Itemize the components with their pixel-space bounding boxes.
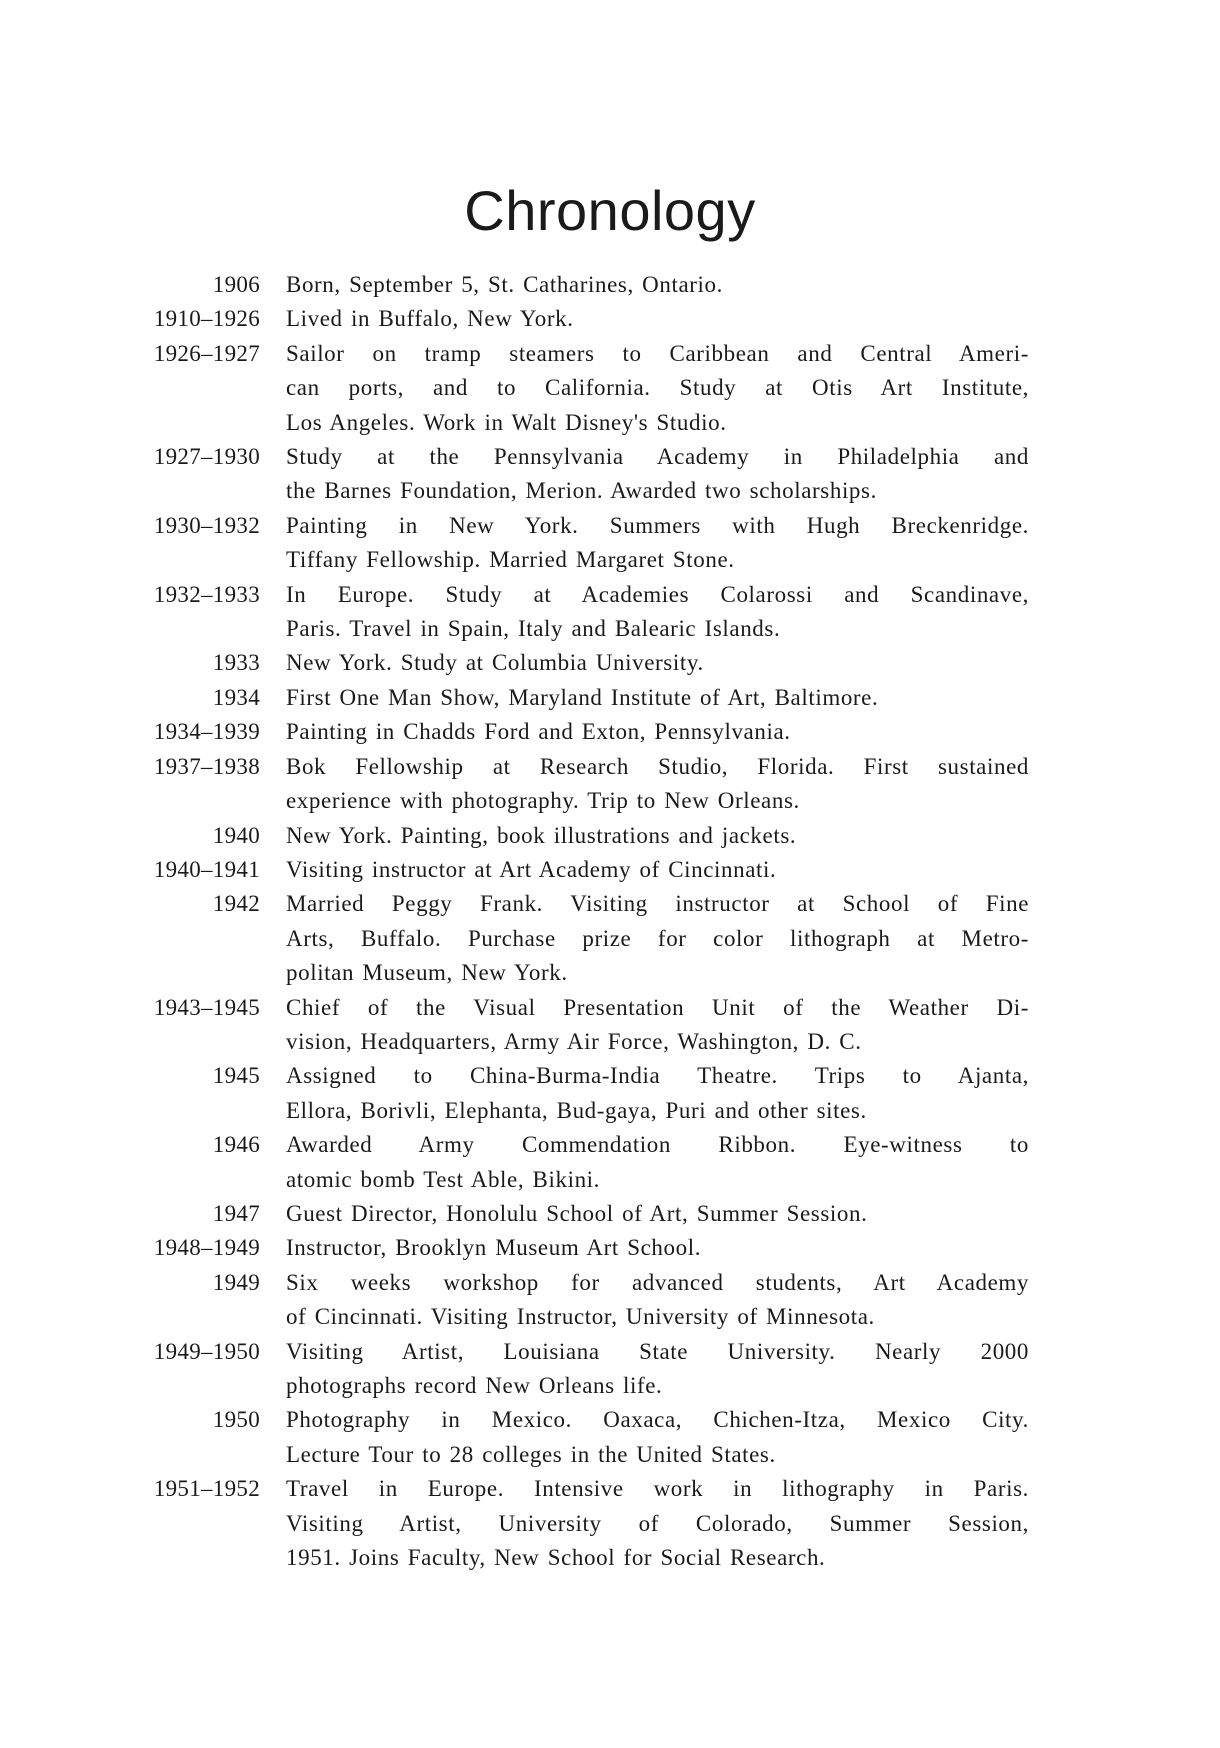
entry-year: 1930–1932 [153, 512, 260, 538]
chronology-list [0, 268, 1220, 1575]
entry-text-line: Visiting Artist, University of Colorado, Summer Session, [286, 1510, 1029, 1536]
entry-text-line: First One Man Show, Maryland Institute of Art, Baltimore. [286, 684, 879, 710]
entry-text-line: can ports, and to California. Study at Otis Art Institute, [286, 375, 1029, 401]
entry-text [286, 1335, 1029, 1404]
entry-text [286, 750, 1029, 819]
entry-text [286, 337, 1029, 440]
entry-text-line: Los Angeles. Work in Walt Disney's Studio. [286, 409, 727, 435]
chronology-entry [0, 302, 1220, 336]
chronology-entry [0, 440, 1220, 509]
entry-year: 1940 [212, 822, 260, 848]
entry-year: 1947 [212, 1200, 260, 1226]
entry-year: 1946 [212, 1132, 260, 1158]
entry-text [286, 302, 1029, 336]
entry-text-line: Sailor on tramp steamers to Caribbean and Central Ameri- [286, 340, 1029, 366]
entry-text-line: atomic bomb Test Able, Bikini. [286, 1166, 601, 1192]
chronology-entry [0, 509, 1220, 578]
entry-text-line: Visiting instructor at Art Academy of Cincinnati. [286, 856, 777, 882]
entry-text-line: the Barnes Foundation, Merion. Awarded two scholarships. [286, 478, 877, 504]
entry-year: 1950 [212, 1407, 260, 1433]
entry-text [286, 1128, 1029, 1197]
entry-text-line: Paris. Travel in Spain, Italy and Balearic Islands. [286, 616, 781, 642]
entry-text-line: Guest Director, Honolulu School of Art, Summer Session. [286, 1200, 868, 1226]
chronology-entry [0, 819, 1220, 853]
chronology-entry [0, 991, 1220, 1060]
entry-year: 1949 [212, 1269, 260, 1295]
entry-text-line: Bok Fellowship at Research Studio, Florida. First sustained [286, 753, 1029, 779]
chronology-entry [0, 750, 1220, 819]
entry-text-line: New York. Study at Columbia University. [286, 650, 704, 676]
chronology-entry [0, 337, 1220, 440]
entry-year: 1943–1945 [153, 994, 260, 1020]
entry-text-line: experience with photography. Trip to New Orleans. [286, 788, 800, 814]
entry-text-line: Six weeks workshop for advanced students, Art Academy [286, 1269, 1029, 1295]
entry-text-line: Ellora, Borivli, Elephanta, Bud-gaya, Puri and other sites. [286, 1097, 867, 1123]
entry-year: 1933 [212, 650, 260, 676]
entry-text-line: Painting in New York. Summers with Hugh Breckenridge. [286, 512, 1029, 538]
entry-text [286, 1403, 1029, 1472]
entry-year: 1948–1949 [153, 1235, 260, 1261]
chronology-entry [0, 1197, 1220, 1231]
entry-text-line: Born, September 5, St. Catharines, Ontario. [286, 272, 723, 297]
entry-text [286, 819, 1029, 853]
chronology-entry [0, 1403, 1220, 1472]
entry-text-line: vision, Headquarters, Army Air Force, Washington, D. C. [286, 1028, 862, 1054]
entry-text-line: photographs record New Orleans life. [286, 1373, 663, 1398]
entry-text [286, 1059, 1029, 1128]
entry-text [286, 887, 1029, 990]
entry-text-line: Awarded Army Commendation Ribbon. Eye-witness to [286, 1132, 1029, 1158]
entry-text-line: Arts, Buffalo. Purchase prize for color lithograph at Metro- [286, 925, 1029, 951]
entry-text [286, 1231, 1029, 1265]
entry-year: 1951–1952 [153, 1476, 260, 1502]
entry-text [286, 1472, 1029, 1575]
chronology-entry [0, 646, 1220, 680]
entry-text-line: In Europe. Study at Academies Colarossi and Scandinave, [286, 581, 1029, 607]
entry-text [286, 268, 1029, 302]
chronology-entry [0, 1059, 1220, 1128]
entry-year: 1934 [212, 684, 260, 710]
entry-year: 1940–1941 [153, 856, 260, 882]
entry-text-line: Lecture Tour to 28 colleges in the United States. [286, 1441, 776, 1467]
chronology-entry [0, 1472, 1220, 1575]
entry-year: 1949–1950 [153, 1338, 260, 1364]
entry-year: 1927–1930 [153, 444, 260, 470]
entry-year: 1910–1926 [153, 306, 260, 332]
chronology-entry [0, 715, 1220, 749]
entry-text-line: Tiffany Fellowship. Married Margaret Stone. [286, 547, 735, 573]
chronology-entry [0, 1266, 1220, 1335]
entry-year: 1937–1938 [153, 753, 260, 779]
entry-text [286, 509, 1029, 578]
entry-text [286, 578, 1029, 647]
entry-text-line: Assigned to China-Burma-India Theatre. Trips to Ajanta, [286, 1063, 1029, 1089]
entry-text-line: of Cincinnati. Visiting Instructor, University of Minnesota. [286, 1304, 875, 1330]
entry-text-line: New York. Painting, book illustrations and jackets. [286, 822, 797, 848]
entry-text-line: 1951. Joins Faculty, New School for Social Research. [286, 1545, 826, 1571]
chronology-entry [0, 887, 1220, 990]
entry-text-line: politan Museum, New York. [286, 960, 568, 986]
chronology-entry [0, 1231, 1220, 1265]
entry-text [286, 853, 1029, 887]
chronology-entry [0, 681, 1220, 715]
entry-year: 1932–1933 [153, 581, 260, 607]
entry-text-line: Visiting Artist, Louisiana State University. Nearly 2000 [286, 1338, 1029, 1364]
entry-text [286, 1266, 1029, 1335]
entry-text-line: Instructor, Brooklyn Museum Art School. [286, 1235, 702, 1261]
entry-year: 1906 [212, 272, 260, 297]
chronology-entry [0, 1128, 1220, 1197]
entry-text-line: Study at the Pennsylvania Academy in Philadelphia and [286, 444, 1029, 470]
entry-text [286, 991, 1029, 1060]
entry-year: 1945 [212, 1063, 260, 1089]
entry-text-line: Chief of the Visual Presentation Unit of the Weather Di- [286, 994, 1029, 1020]
entry-text [286, 440, 1029, 509]
entry-year: 1942 [212, 891, 260, 917]
chronology-entry [0, 578, 1220, 647]
entry-text [286, 715, 1029, 749]
entry-text-line: Travel in Europe. Intensive work in lithography in Paris. [286, 1476, 1029, 1502]
chronology-entry [0, 1335, 1220, 1404]
entry-year: 1926–1927 [153, 340, 260, 366]
entry-text [286, 646, 1029, 680]
page-title: Chronology [464, 179, 756, 242]
chronology-entry [0, 268, 1220, 302]
entry-text-line: Lived in Buffalo, New York. [286, 306, 574, 332]
entry-text [286, 1197, 1029, 1231]
entry-text-line: Painting in Chadds Ford and Exton, Pennsylvania. [286, 719, 791, 745]
entry-text-line: Married Peggy Frank. Visiting instructor at School of Fine [286, 891, 1029, 917]
entry-text-line: Photography in Mexico. Oaxaca, Chichen-Itza, Mexico City. [286, 1407, 1029, 1433]
entry-text [286, 681, 1029, 715]
entry-year: 1934–1939 [153, 719, 260, 745]
chronology-entry [0, 853, 1220, 887]
